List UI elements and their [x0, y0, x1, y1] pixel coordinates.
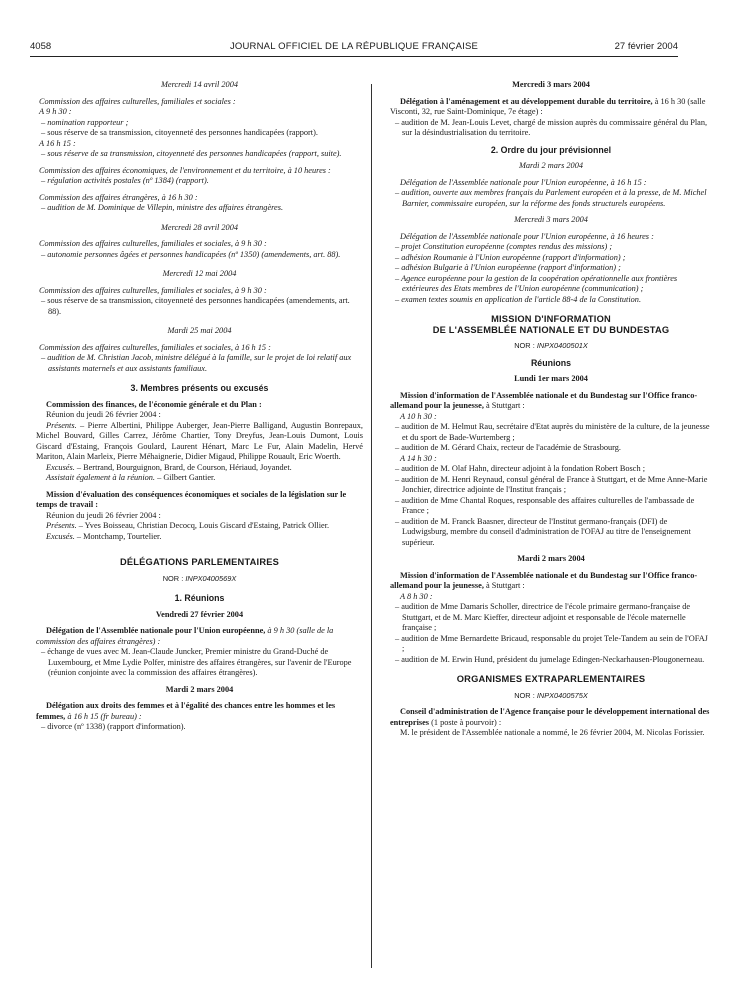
guest-list: – Gilbert Gantier. — [155, 473, 216, 482]
agenda-item: – sous réserve de sa transmission, citoyenneté des personnes handicapées (amendements, art. 88). — [41, 296, 350, 316]
nor-reference — [390, 691, 712, 702]
mission-name: Mission d'information de l'Assemblée nationale et du Bundestag sur l'Office franco-allemand pour la jeunesse, — [390, 570, 698, 590]
section-title: DÉLÉGATIONS PARLEMENTAIRES — [119, 557, 280, 567]
session-date: Mercredi 28 avril 2004 — [160, 222, 239, 232]
agenda-item: – audition de Mme Bernardette Bricaud, responsable du projet Tele-Tandem au sein de l'OFAJ ; — [395, 633, 708, 653]
meeting-detail: à 9 h 30 (salle de la commission des affaires étrangères) : — [36, 626, 334, 646]
attendees-excused — [36, 532, 363, 543]
committee-name — [390, 97, 712, 118]
session-date: Mardi 2 mars 2004 — [165, 684, 234, 694]
agenda-item: – sous réserve de sa transmission, citoyenneté des personnes handicapées (rapport, suite). — [41, 149, 342, 158]
excused-label: Excusés. — [46, 531, 75, 541]
committee-name: Délégation de l'Assemblée nationale pour l'Union européenne, à 16 heures : — [400, 231, 654, 241]
meeting-detail: à 16 h 15 (fr bureau) : — [65, 711, 142, 721]
agenda-item: – audition de M. Helmut Rau, secrétaire d'Etat auprès du ministère de la culture, de la jeunesse et du sport de Bade-Wurtemberg ; — [395, 422, 710, 442]
nor-label: NOR : — [514, 690, 537, 700]
session-date: Mercredi 14 avril 2004 — [160, 80, 239, 89]
agenda-item: – adhésion Bulgarie à l'Union européenne (rapport d'information) ; — [395, 263, 621, 272]
meeting-detail: (1 poste à pourvoir) : — [429, 717, 502, 727]
committee-name: Mission d'évaluation des conséquences économiques et sociales de la législation sur le temps de travail : — [36, 489, 347, 509]
committee-name: Commission des affaires culturelles, familiales et sociales : — [39, 96, 236, 106]
nor-label: NOR : — [514, 341, 537, 350]
committee-name: Commission des affaires économiques, de l'environnement et du territoire, à 10 heures : — [39, 165, 331, 175]
meeting-detail: à Stuttgart : — [483, 581, 525, 590]
agenda-item: – audition de M. Franck Baasner, directeur de l'Institut germano-français (DFI) de Ludwigsburg, membre du conseil d'administration de l'OFAJ au titre de l'enseignement supérieur. — [395, 516, 691, 547]
nor-code: INPX0400569X — [185, 573, 237, 583]
excused-list: – Montchamp, Tourtelier. — [74, 531, 162, 541]
agenda-item: – audition de M. Jean-Louis Levet, chargé de mission auprès du commissaire général du Plan, sur la désindustrialisation du territoire. — [395, 117, 708, 137]
attendees-present — [36, 521, 363, 532]
session-time: A 10 h 30 : — [400, 411, 437, 421]
committee-name — [390, 391, 712, 412]
section-title: DE L'ASSEMBLÉE NATIONALE ET DU BUNDESTAG — [432, 324, 670, 335]
session-date: Mercredi 3 mars 2004 — [514, 215, 588, 224]
attendees-guest — [36, 473, 363, 484]
right-column — [390, 80, 712, 739]
excused-list: – Bertrand, Bourguignon, Brard, de Courson, Hériaud, Joyandet. — [74, 462, 292, 472]
section-heading: Réunions — [530, 357, 572, 368]
session-date: Vendredi 27 février 2004 — [155, 609, 244, 619]
committee-name: Commission des finances, de l'économie générale et du Plan : — [46, 399, 262, 409]
agenda-item: – nomination rapporteur ; — [41, 117, 129, 127]
present-label: Présents. — [46, 521, 77, 530]
attendees-present — [36, 421, 363, 463]
meeting-line: Réunion du jeudi 26 février 2004 : — [46, 410, 161, 419]
present-label: Présents. — [46, 420, 77, 430]
column-divider — [371, 84, 372, 968]
committee-name — [36, 701, 363, 722]
nor-label: NOR : — [162, 573, 186, 583]
council-name: Conseil d'administration de l'Agence française pour le développement international des entreprises — [390, 707, 710, 727]
left-column — [36, 80, 363, 733]
section-heading: 3. Membres présents ou excusés — [130, 383, 269, 393]
session-date: Mardi 2 mars 2004 — [517, 554, 585, 563]
committee-name: Délégation de l'Assemblée nationale pour l'Union européenne, à 16 h 15 : — [400, 177, 647, 187]
session-date: Mercredi 12 mai 2004 — [162, 269, 237, 278]
agenda-item: – adhésion Roumanie à l'Union européenne (rapport d'information) ; — [395, 252, 626, 262]
session-date: Mardi 2 mars 2004 — [519, 161, 583, 170]
committee-name: Commission des affaires culturelles, familiales et sociales, à 16 h 15 : — [39, 342, 271, 352]
journal-title: JOURNAL OFFICIEL DE LA RÉPUBLIQUE FRANÇAISE — [229, 41, 479, 52]
nor-reference — [36, 574, 363, 585]
committee-name: Commission des affaires étrangères, à 16 h 30 : — [39, 192, 198, 202]
header-rule — [30, 56, 678, 57]
page-header — [30, 41, 678, 55]
session-date: Lundi 1er mars 2004 — [514, 374, 588, 383]
delegation-name: Délégation à l'aménagement et au développement durable du territoire, — [400, 96, 653, 106]
meeting-line: Réunion du jeudi 26 février 2004 : — [46, 510, 161, 520]
mission-name: Mission d'information de l'Assemblée nationale et du Bundestag sur l'Office franco-allemand pour la jeunesse, — [390, 390, 698, 410]
section-title: MISSION D'INFORMATION — [491, 314, 611, 324]
committee-name — [390, 571, 712, 592]
meeting-detail: à 16 h 30 (salle Visconti, 32, rue Saint-Dominique, 7e étage) : — [390, 96, 706, 116]
session-time: A 14 h 30 : — [400, 453, 437, 463]
agenda-item: – examen textes soumis en application de l'article 88-4 de la Constitution. — [395, 294, 642, 304]
agenda-item: – audition de Mme Damaris Scholler, directrice de l'école primaire germano-française de Stuttgart, et de M. Marc Kieffer, directeur adjoint et responsable de l'école maternelle française ; — [395, 602, 691, 632]
attendees-excused — [36, 463, 363, 474]
agenda-item: – audition de M. Dominique de Villepin, ministre des affaires étrangères. — [41, 203, 284, 212]
appointment-text: M. le président de l'Assemblée nationale a nommé, le 26 février 2004, M. Nicolas Forissier. — [400, 728, 705, 737]
section-heading: 2. Ordre du jour prévisionnel — [490, 144, 612, 155]
committee-name: Commission des affaires culturelles, familiales et sociales, à 9 h 30 : — [39, 285, 267, 295]
agenda-item: – projet Constitution européenne (comptes rendus des missions) ; — [395, 242, 613, 251]
agenda-item: – audition de M. Henri Reynaud, consul général de France à Stuttgart, et de Mme Anne-Marie Jonchier, directrice adjointe de l'Institut français ; — [395, 474, 708, 494]
delegation-name: Délégation aux droits des femmes et à l'égalité des chances entre les hommes et les femmes, — [36, 701, 336, 721]
agenda-item: – audition de M. Gérard Chaix, recteur de l'académie de Strasbourg. — [395, 443, 621, 452]
nor-code: INPX0400501X — [536, 341, 588, 350]
agenda-item: – audition, ouverte aux membres français du Parlement européen et à la presse, de M. Michel Barnier, commissaire européen, sur la réforme des fonds structurels européens. — [395, 188, 707, 208]
session-time: A 8 h 30 : — [400, 591, 433, 601]
page-number: 4058 — [30, 41, 52, 52]
delegation-name: Délégation de l'Assemblée nationale pour l'Union européenne, — [46, 626, 266, 635]
agenda-item: – audition de Mme Chantal Roques, responsable des affaires culturelles de l'ambassade de France ; — [395, 495, 695, 515]
agenda-item: – sous réserve de sa transmission, citoyenneté des personnes handicapées (rapport). — [41, 128, 318, 137]
organism-name — [390, 707, 712, 728]
meeting-detail: à Stuttgart : — [483, 401, 525, 410]
session-date: Mardi 25 mai 2004 — [167, 326, 232, 335]
agenda-item: – audition de M. Erwin Hund, président du jumelage Edingen-Neckarhausen-Plougonerneau. — [395, 654, 705, 664]
session-time: A 16 h 15 : — [39, 138, 76, 148]
nor-reference — [390, 341, 712, 352]
agenda-item: – audition de M. Christian Jacob, ministre délégué à la famille, sur le projet de loi relatif aux assistants maternels et aux assistants familiaux. — [41, 353, 352, 373]
section-title: ORGANISMES EXTRAPARLEMENTAIRES — [456, 674, 646, 684]
present-list: – Yves Boisseau, Christian Decocq, Louis Giscard d'Estaing, Patrick Ollier. — [76, 521, 330, 530]
excused-label: Excusés. — [46, 462, 75, 472]
committee-name — [36, 626, 363, 647]
agenda-item: – régulation activités postales (nº 1384) (rapport). — [41, 176, 209, 185]
session-date: Mercredi 3 mars 2004 — [512, 80, 590, 89]
nor-code: INPX0400575X — [536, 690, 588, 700]
agenda-item: – divorce (nº 1338) (rapport d'information). — [41, 722, 186, 731]
committee-name: Commission des affaires culturelles, familiales et sociales, à 9 h 30 : — [39, 239, 267, 248]
agenda-item: – échange de vues avec M. Jean-Claude Juncker, Premier ministre du Grand-Duché de Luxembourg, et Mme Lydie Polfer, ministre des affaires étrangères, sur l'avenir de l'Europe (réunion conjointe avec la commission des affaires étrangères). — [41, 647, 352, 677]
section-heading: 1. Réunions — [174, 593, 225, 603]
agenda-item: – autonomie personnes âgées et personnes handicapées (nº 1350) (amendements, art. 88). — [41, 249, 341, 259]
issue-date: 27 février 2004 — [614, 41, 678, 52]
agenda-item: – Agence européenne pour la gestion de la coopération opérationnelle aux frontières extérieures des Etats membres de l'Union européenne (communication) ; — [395, 273, 678, 293]
agenda-item: – audition de M. Olaf Hahn, directeur adjoint à la fondation Robert Bosch ; — [395, 464, 645, 473]
present-list: – Pierre Albertini, Philippe Auberger, Jean-Pierre Balligand, Augustin Bonrepaux, Michel Bouvard, Gilles Carrez, Jérôme Chartier, Tony Dreyfus, Jean-Louis Dumont, Louis Giscard d'Estaing, François Goulard, Laurent Hénart, Marc Le Fur, Alain Madelin, Hervé Mariton, Alain Marleix, Pierre Méhaignerie, Didier Migaud, Philippe Rouault, Eric Woerth. — [36, 420, 363, 461]
session-time: A 9 h 30 : — [39, 107, 72, 116]
guest-label: Assistait également à la réunion. — [46, 473, 156, 482]
